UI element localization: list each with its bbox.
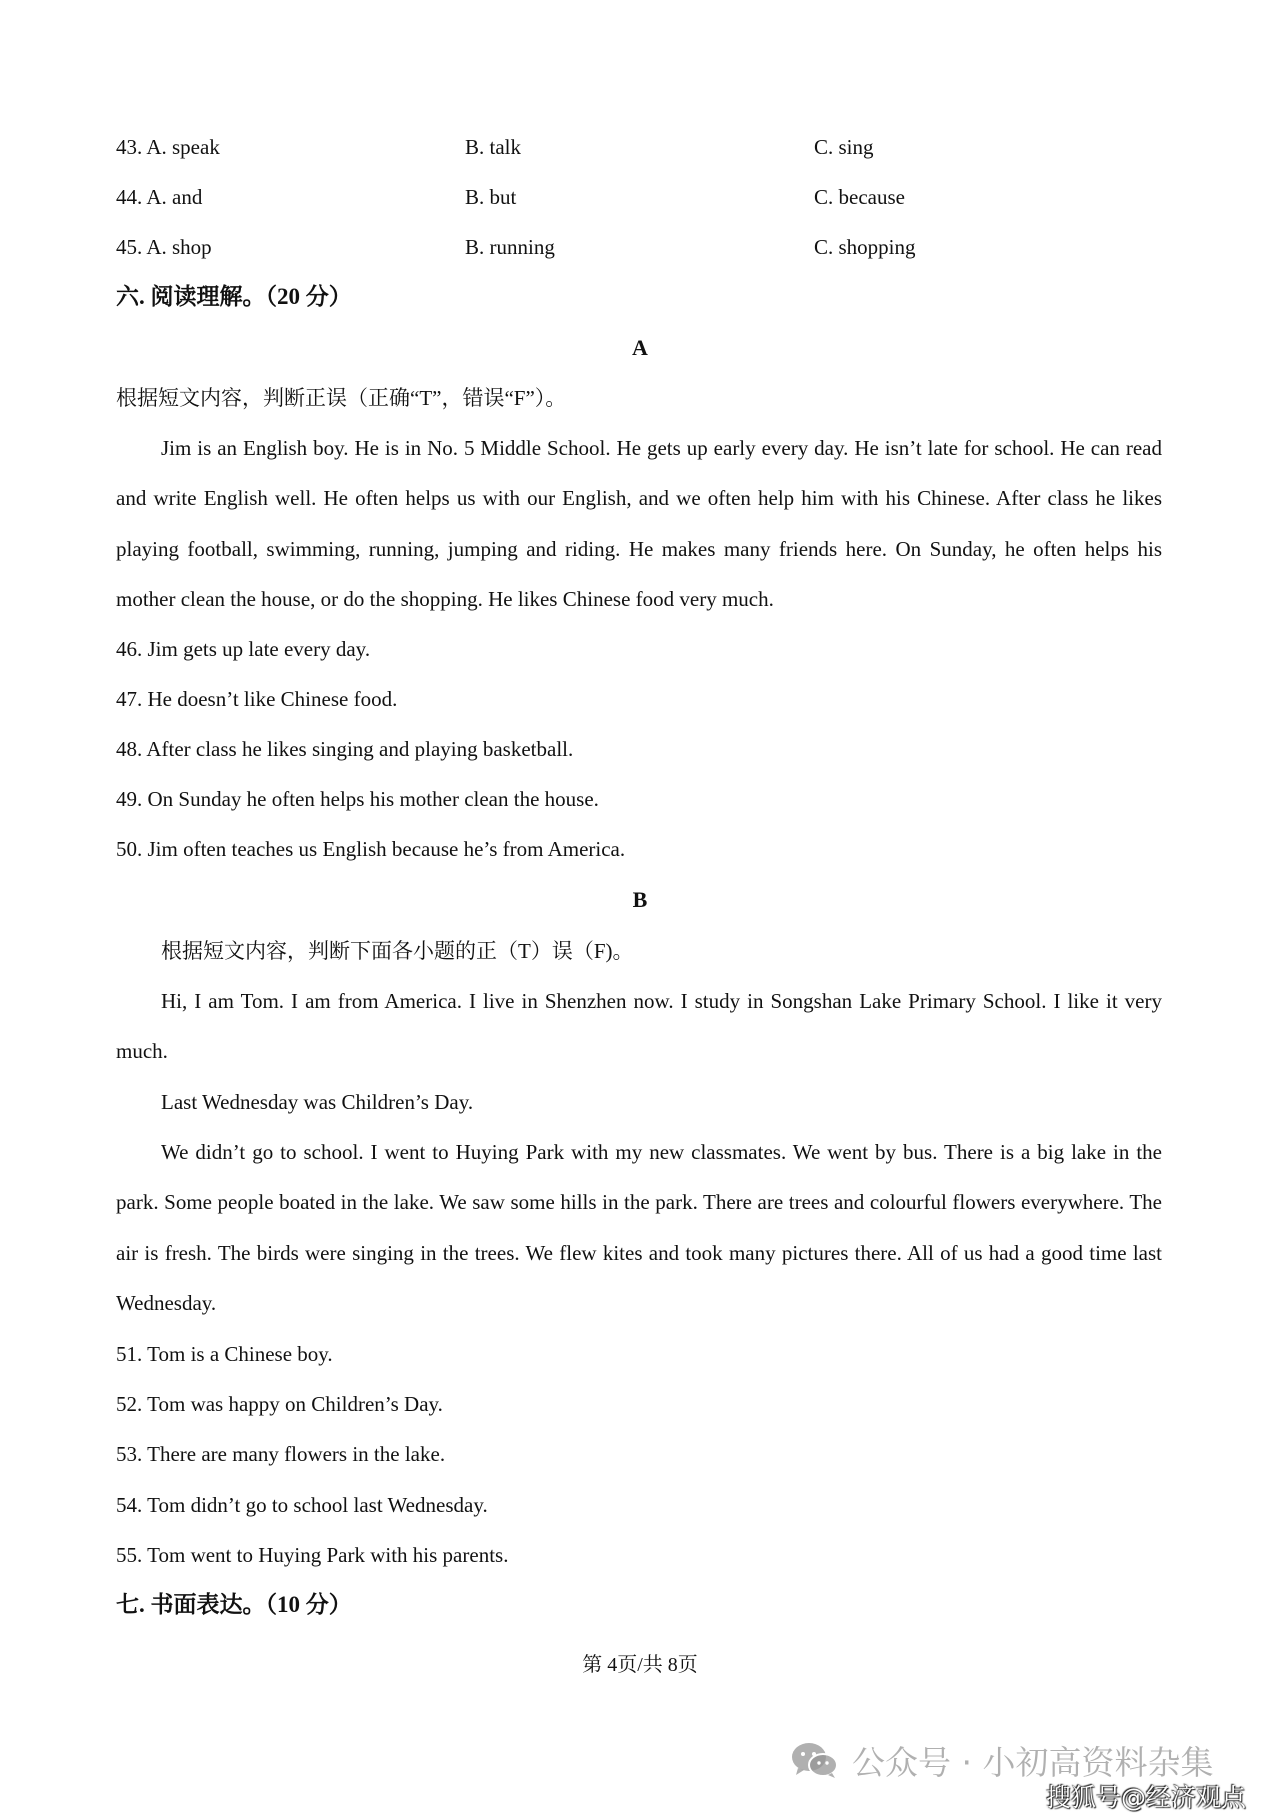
- option-a: 45. A. shop: [116, 235, 212, 259]
- question-47: 47. He doesn’t like Chinese food.: [116, 687, 398, 711]
- part-b-instruction: 根据短文内容，判断下面各小题的正（T）误（F)。: [161, 939, 634, 963]
- question-49: 49. On Sunday he often helps his mother clean the house.: [116, 787, 599, 811]
- part-b-passage-2: Last Wednesday was Children’s Day.: [161, 1090, 474, 1114]
- part-a-label: A: [632, 335, 648, 360]
- option-c: C. because: [814, 185, 905, 209]
- page-number: 第 4页/共 8页: [582, 1654, 698, 1676]
- question-46: 46. Jim gets up late every day.: [116, 637, 371, 661]
- question-53: 53. There are many flowers in the lake.: [116, 1442, 446, 1466]
- option-b: B. running: [465, 235, 555, 259]
- option-a: 44. A. and: [116, 185, 203, 209]
- part-a-passage: Jim is an English boy. He is in No. 5 Middle School. He gets up early every day. He isn’t late for school. He can read and write English well. He often helps us with our English, and we often help him with his Chinese. After class he likes playing football, swimming, running, jumping and riding. He makes many friends here. On Sunday, he often helps his mother clean the house, or do the shopping. He likes Chinese food very much.: [116, 436, 1162, 612]
- option-b: B. but: [465, 185, 517, 209]
- question-52: 52. Tom was happy on Children’s Day.: [116, 1392, 443, 1416]
- option-c: C. sing: [814, 135, 874, 159]
- part-b-passage-1: Hi, I am Tom. I am from America. I live in Shenzhen now. I study in Songshan Lake Primary School. I like it very much.: [116, 989, 1162, 1064]
- question-55: 55. Tom went to Huying Park with his parents.: [116, 1543, 509, 1567]
- section-heading-reading: 六. 阅读理解。（20 分）: [116, 284, 352, 309]
- question-51: 51. Tom is a Chinese boy.: [116, 1342, 333, 1366]
- part-b-label: B: [632, 887, 648, 912]
- option-b: B. talk: [465, 135, 521, 159]
- question-50: 50. Jim often teaches us English because he’s from America.: [116, 837, 626, 861]
- wechat-icon: [790, 1740, 840, 1780]
- question-54: 54. Tom didn’t go to school last Wednesday.: [116, 1493, 488, 1517]
- part-b-passage-3: We didn’t go to school. I went to Huying Park with my new classmates. We went by bus. There is a big lake in the park. Some people boated in the lake. We saw some hills in the park. There are trees and colourful flowers everywhere. The air is fresh. The birds were singing in the trees. We flew kites and took many pictures there. All of us had a good time last Wednesday.: [116, 1140, 1162, 1316]
- option-a: 43. A. speak: [116, 135, 220, 159]
- watermark-text: 公众号 · 小初高资料杂集: [852, 1742, 1214, 1782]
- section-heading-writing: 七. 书面表达。（10 分）: [116, 1592, 352, 1617]
- sohu-watermark: 搜狐号@经济观点: [1046, 1783, 1247, 1812]
- option-c: C. shopping: [814, 235, 916, 259]
- question-48: 48. After class he likes singing and playing basketball.: [116, 737, 574, 761]
- part-a-instruction: 根据短文内容，判断正误（正确“T”，错误“F”）。: [116, 386, 567, 410]
- wechat-watermark: [790, 1738, 1213, 1782]
